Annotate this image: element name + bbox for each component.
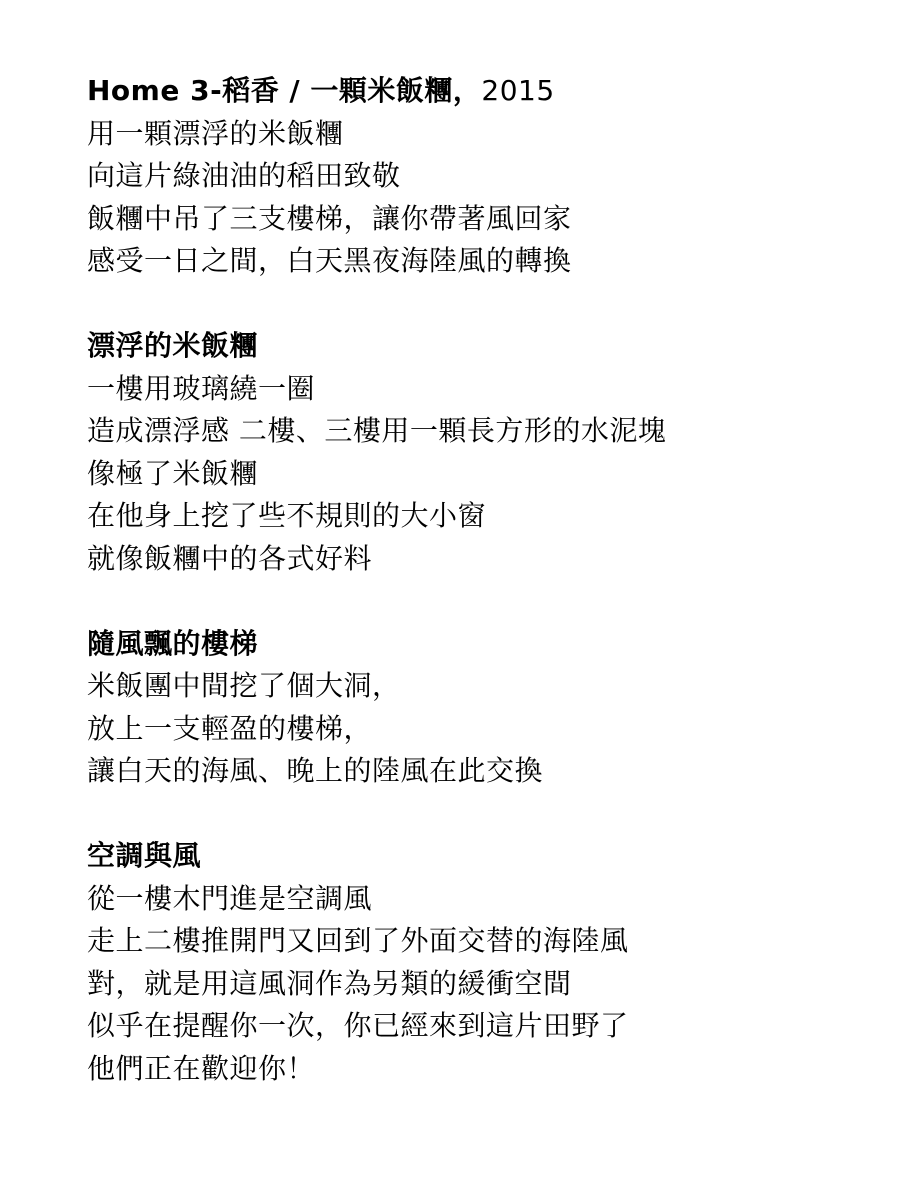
section-heading-wind-stairs: 隨風飄的樓梯 <box>87 626 259 660</box>
intro-line: 感受一日之間，白天黑夜海陸風的轉換 <box>87 244 572 277</box>
intro-line: 向這片綠油油的稻田致敬 <box>87 159 401 192</box>
section-line: 走上二樓推開門又回到了外面交替的海陸風 <box>87 924 629 957</box>
section-line: 放上一支輕盈的樓梯， <box>87 711 373 745</box>
document-title <box>87 70 877 113</box>
paragraph-gap <box>87 283 877 326</box>
title-year: 2015 <box>481 74 555 107</box>
paragraph-gap <box>87 580 877 623</box>
section-line: 像極了米飯糰 <box>87 456 259 490</box>
section-line: 對，就是用這風洞作為另類的緩衝空間 <box>87 966 572 1000</box>
paragraph-gap <box>87 793 877 836</box>
section-line: 一樓用玻璃繞一圈 <box>87 371 316 405</box>
section-line: 從一樓木門進是空調風 <box>87 881 373 915</box>
intro-line: 用一顆漂浮的米飯糰 <box>87 116 344 150</box>
title-main: Home 3-稻香 / 一顆米飯糰， <box>87 74 482 107</box>
section-heading-floating-riceball: 漂浮的米飯糰 <box>87 329 259 362</box>
section-line: 似乎在提醒你一次，你已經來到這片田野了 <box>87 1009 629 1042</box>
section-line: 就像飯糰中的各式好料 <box>87 541 373 575</box>
section-line: 他們正在歡迎你！ <box>87 1051 316 1085</box>
document-body <box>87 70 877 1090</box>
intro-line: 飯糰中吊了三支樓梯，讓你帶著風回家 <box>87 201 572 235</box>
section-line: 讓白天的海風、晚上的陸風在此交換 <box>87 754 544 787</box>
section-line: 米飯團中間挖了個大洞， <box>87 669 401 702</box>
section-line: 在他身上挖了些不規則的大小窗 <box>87 499 487 532</box>
section-line: 造成漂浮感 二樓、三樓用一顆長方形的水泥塊 <box>87 414 667 447</box>
section-heading-aircon-wind: 空調與風 <box>87 839 202 872</box>
